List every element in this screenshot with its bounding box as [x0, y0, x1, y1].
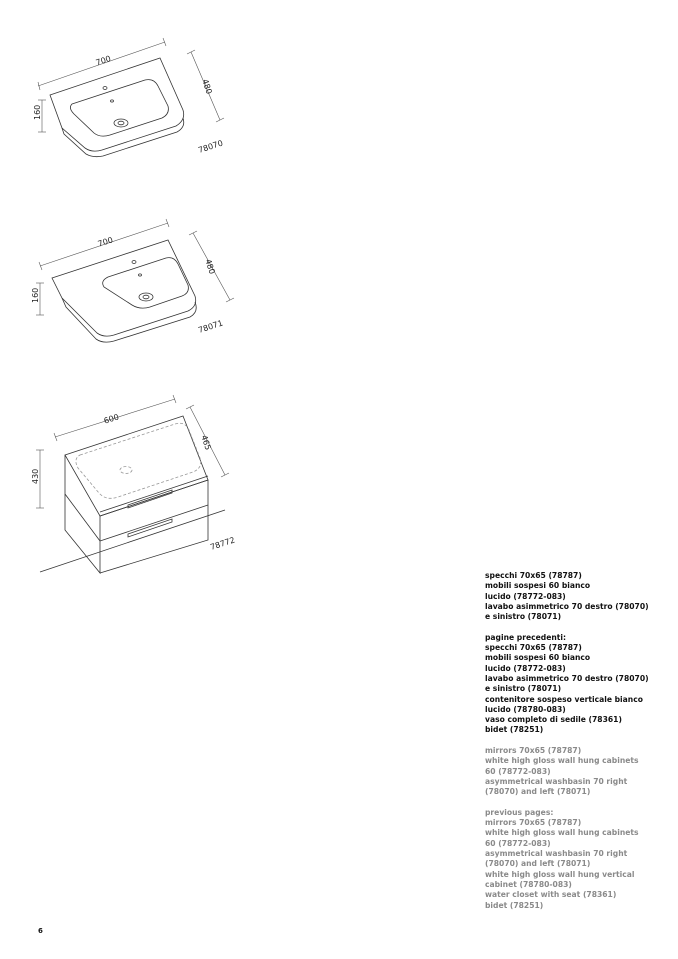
- code-78071: 78071: [197, 318, 225, 335]
- caption-line: mobili sospesi 60 bianco: [485, 653, 591, 663]
- caption-line: water closet with seat (78361): [485, 890, 617, 900]
- caption-line: mirrors 70x65 (78787): [485, 818, 582, 828]
- caption-line: vaso completo di sedile (78361): [485, 715, 622, 725]
- caption-line: e sinistro (78071): [485, 612, 562, 622]
- caption-line: 60 (78772-083): [485, 838, 551, 848]
- caption-line: e sinistro (78071): [485, 684, 562, 694]
- caption-line: lucido (78772-083): [485, 663, 566, 673]
- dim-width-78070: 700: [94, 54, 113, 68]
- caption-line: bidet (78251): [485, 725, 544, 735]
- dim-depth-78772: 465: [199, 433, 213, 452]
- caption-line: white high gloss wall hung cabinets: [485, 756, 639, 766]
- caption-line: contenitore sospeso verticale bianco: [485, 694, 643, 704]
- caption-line: cabinet (78780-083): [485, 879, 572, 889]
- caption-line: (78070) and left (78071): [485, 787, 591, 797]
- caption-line: asymmetrical washbasin 70 right: [485, 849, 628, 859]
- page-number: 6: [38, 927, 43, 935]
- code-78070: 78070: [197, 138, 225, 155]
- caption-line: (78070) and left (78071): [485, 859, 591, 869]
- caption-line: specchi 70x65 (78787): [485, 571, 582, 580]
- captions: [485, 571, 655, 921]
- caption-line: lavabo asimmetrico 70 destro (78070): [485, 673, 649, 683]
- dim-height-78071: 160: [31, 287, 40, 303]
- caption-line: mirrors 70x65 (78787): [485, 746, 582, 756]
- caption-line: bidet (78251): [485, 900, 544, 910]
- caption-line: white high gloss wall hung vertical: [485, 869, 635, 879]
- caption-line: mobili sospesi 60 bianco: [485, 581, 591, 591]
- caption-line: lucido (78772-083): [485, 591, 566, 601]
- dim-height-78070: 160: [33, 104, 42, 120]
- drawing-washbasin-78070: [33, 38, 224, 157]
- dim-width-78071: 700: [96, 235, 115, 249]
- dim-depth-78070: 480: [200, 77, 214, 96]
- caption-line: previous pages:: [485, 807, 554, 817]
- caption-line: white high gloss wall hung cabinets: [485, 828, 639, 838]
- dim-depth-78071: 480: [203, 257, 217, 276]
- drawing-cabinet-78772: [31, 395, 236, 573]
- caption-line: asymmetrical washbasin 70 right: [485, 776, 628, 786]
- caption-line: 60 (78772-083): [485, 766, 551, 776]
- caption-english-2: [485, 808, 655, 911]
- caption-line: lavabo asimmetrico 70 destro (78070): [485, 601, 649, 611]
- caption-line: specchi 70x65 (78787): [485, 643, 582, 653]
- code-78772: 78772: [209, 535, 237, 552]
- caption-italian-2: [485, 633, 655, 736]
- caption-line: pagine precedenti:: [485, 632, 567, 642]
- dim-width-78772: 600: [102, 412, 121, 426]
- drawing-washbasin-78071: [31, 219, 234, 342]
- caption-italian-1: [485, 571, 655, 622]
- caption-line: lucido (78780-083): [485, 704, 566, 714]
- dim-height-78772: 430: [31, 468, 40, 484]
- caption-english-1: [485, 746, 655, 797]
